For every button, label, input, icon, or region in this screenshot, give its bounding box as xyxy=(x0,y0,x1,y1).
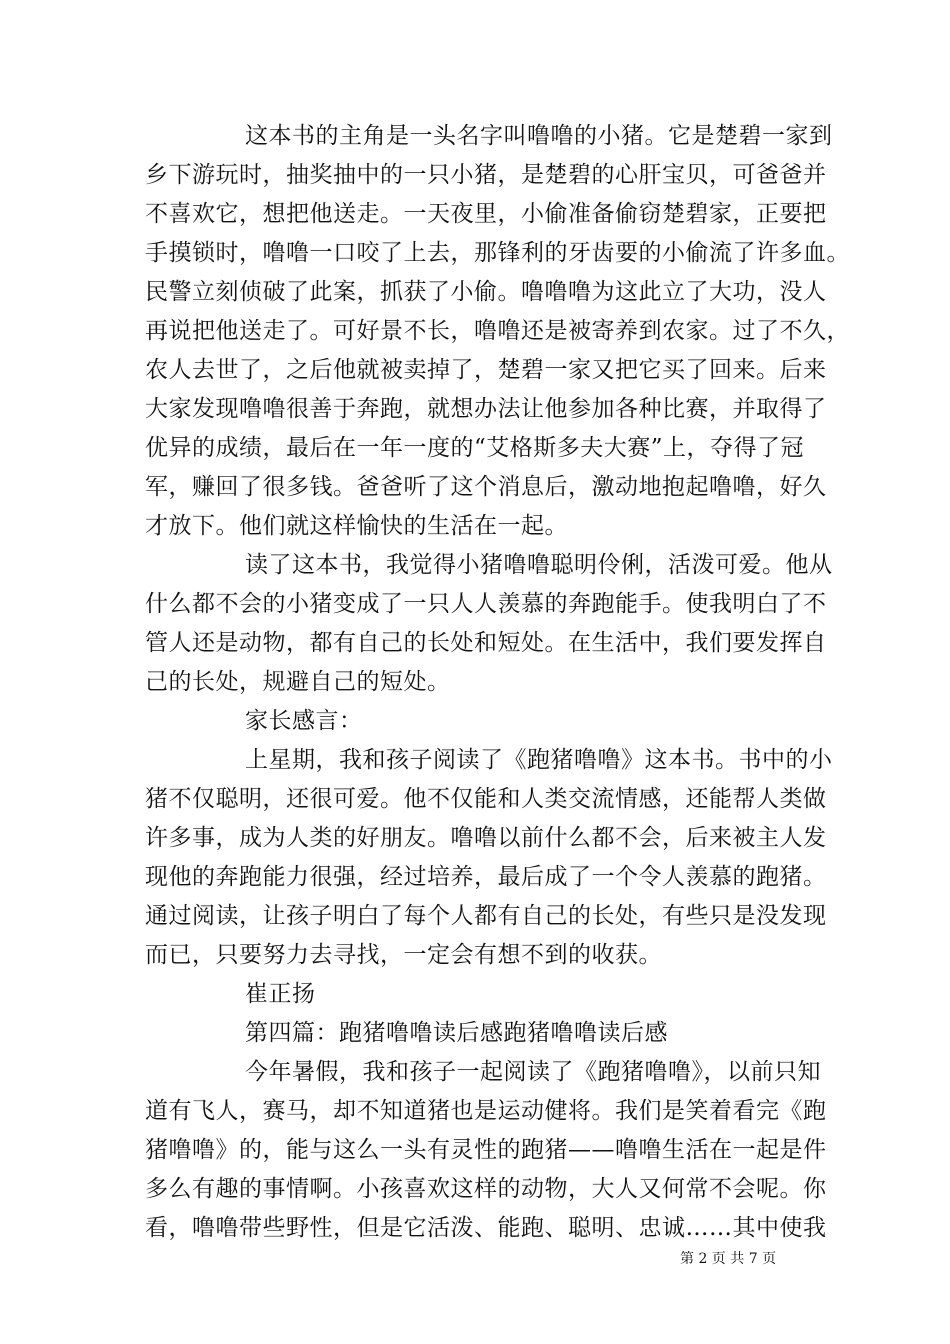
page-number-footer: 第 2 页 共 7 页 xyxy=(680,1251,777,1267)
paragraph-2-line-4: 己的长处，规避自己的短处。 xyxy=(145,669,451,695)
section-heading: 第四篇：跑猪噜噜读后感跑猪噜噜读后感 xyxy=(245,1020,668,1046)
paragraph-4-line-4: 现他的奔跑能力很强，经过培养，最后成了一个令人羡慕的跑猪。 xyxy=(145,864,827,890)
paragraph-4-line-3: 许多事，成为人类的好朋友。噜噜以前什么都不会，后来被主人发 xyxy=(145,825,827,851)
paragraph-1-line-4: 手摸锁时，噜噜一口咬了上去，那锋利的牙齿要的小偷流了许多血。 xyxy=(145,240,850,266)
paragraph-4-line-1: 上星期，我和孩子阅读了《跑猪噜噜》这本书。书中的小 xyxy=(245,747,833,773)
paragraph-4-line-6: 而已，只要努力去寻找，一定会有想不到的收获。 xyxy=(145,942,662,968)
paragraph-1-line-8: 大家发现噜噜很善于奔跑，就想办法让他参加各种比赛，并取得了 xyxy=(145,396,827,422)
paragraph-7-line-5: 看，噜噜带些野性，但是它活泼、能跑、聪明、忠诚……其中使我 xyxy=(145,1215,827,1241)
paragraph-1-line-10: 军，赚回了很多钱。爸爸听了这个消息后，激动地抱起噜噜，好久 xyxy=(145,474,827,500)
paragraph-2-line-3: 管人还是动物，都有自己的长处和短处。在生活中，我们要发挥自 xyxy=(145,630,827,656)
paragraph-1-line-6: 再说把他送走了。可好景不长，噜噜还是被寄养到农家。过了不久， xyxy=(145,318,850,344)
paragraph-1-line-3: 不喜欢它，想把他送走。一天夜里，小偷准备偷窃楚碧家，正要把 xyxy=(145,201,827,227)
author-name: 崔正扬 xyxy=(245,981,316,1007)
paragraph-2-line-2: 什么都不会的小猪变成了一只人人羡慕的奔跑能手。使我明白了不 xyxy=(145,591,827,617)
paragraph-7-line-1: 今年暑假，我和孩子一起阅读了《跑猪噜噜》，以前只知 xyxy=(245,1059,821,1085)
paragraph-1-line-2: 乡下游玩时，抽奖抽中的一只小猪，是楚碧的心肝宝贝，可爸爸并 xyxy=(145,162,827,188)
parent-comment-heading: 家长感言： xyxy=(245,708,363,734)
paragraph-1-line-1: 这本书的主角是一头名字叫噜噜的小猪。它是楚碧一家到 xyxy=(245,123,833,149)
paragraph-4-line-2: 猪不仅聪明，还很可爱。他不仅能和人类交流情感，还能帮人类做 xyxy=(145,786,827,812)
paragraph-4-line-5: 通过阅读，让孩子明白了每个人都有自己的长处，有些只是没发现 xyxy=(145,903,827,929)
paragraph-1-line-9: 优异的成绩，最后在一年一度的“艾格斯多夫大赛”上，夺得了冠 xyxy=(145,435,805,461)
paragraph-2-line-1: 读了这本书，我觉得小猪噜噜聪明伶俐，活泼可爱。他从 xyxy=(245,552,833,578)
paragraph-7-line-2: 道有飞人，赛马，却不知道猪也是运动健将。我们是笑着看完《跑 xyxy=(145,1098,827,1124)
paragraph-1-line-7: 农人去世了，之后他就被卖掉了，楚碧一家又把它买了回来。后来 xyxy=(145,357,827,383)
paragraph-7-line-3: 猪噜噜》的，能与这么一头有灵性的跑猪——噜噜生活在一起是件 xyxy=(145,1137,827,1163)
paragraph-1-line-5: 民警立刻侦破了此案，抓获了小偷。噜噜噜为这此立了大功，没人 xyxy=(145,279,827,305)
paragraph-7-line-4: 多么有趣的事情啊。小孩喜欢这样的动物，大人又何常不会呢。你 xyxy=(145,1176,827,1202)
paragraph-1-line-11: 才放下。他们就这样愉快的生活在一起。 xyxy=(145,513,568,539)
